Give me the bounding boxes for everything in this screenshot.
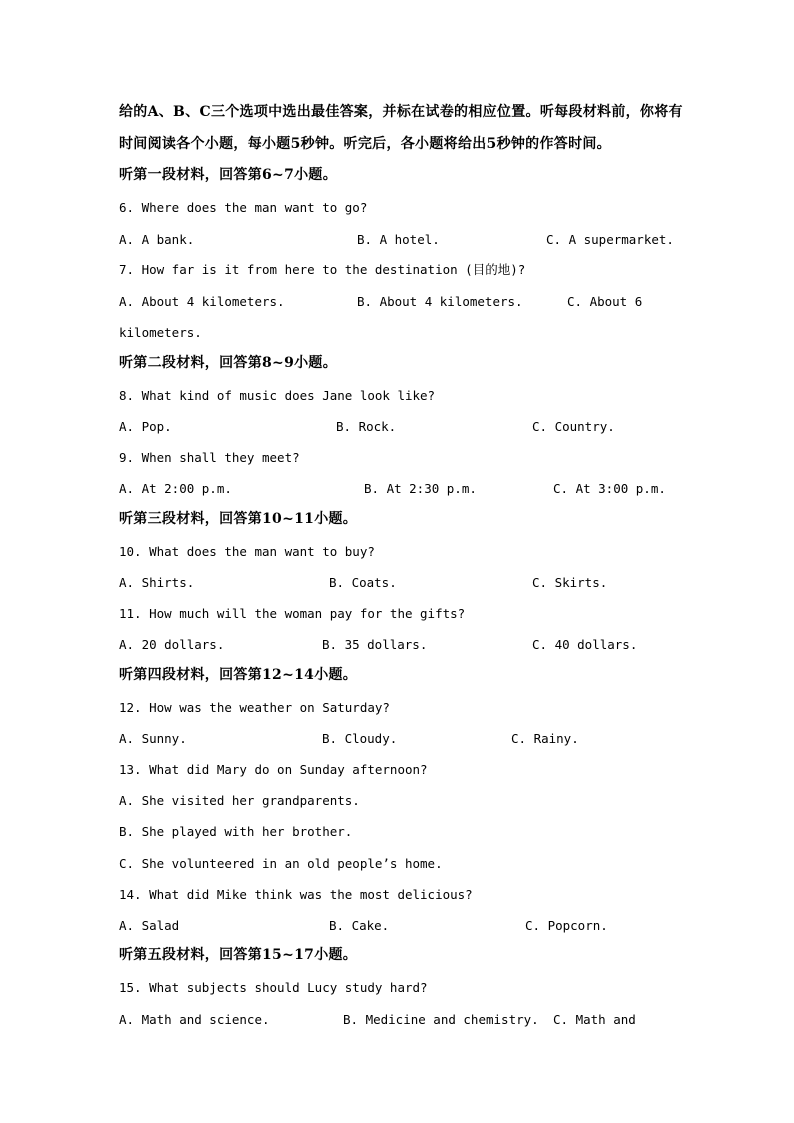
question-10-stem: 10. What does the man want to buy? bbox=[119, 544, 375, 559]
question-11-stem: 11. How much will the woman pay for the gifts? bbox=[119, 606, 466, 621]
question-7-option-c: C. About 6 bbox=[567, 294, 643, 309]
question-8-option-c: C. Country. bbox=[532, 419, 615, 434]
question-8-option-a: A. Pop. bbox=[119, 419, 172, 434]
question-6-stem: 6. Where does the man want to go? bbox=[119, 200, 368, 215]
question-11-option-b: B. 35 dollars. bbox=[322, 637, 428, 652]
question-9-option-b: B. At 2:30 p.m. bbox=[364, 481, 477, 496]
question-6-option-a: A. A bank. bbox=[119, 232, 195, 247]
question-8-option-b: B. Rock. bbox=[336, 419, 397, 434]
question-14-option-c: C. Popcorn. bbox=[525, 918, 608, 933]
section-1-heading: 听第一段材料，回答第6~7小题。 bbox=[119, 167, 338, 183]
section-5-heading: 听第五段材料，回答第15~17小题。 bbox=[119, 947, 358, 963]
question-13-stem: 13. What did Mary do on Sunday afternoon? bbox=[119, 762, 428, 777]
question-10-option-a: A. Shirts. bbox=[119, 575, 195, 590]
question-14-stem: 14. What did Mike think was the most delicious? bbox=[119, 887, 473, 902]
question-9-option-a: A. At 2:00 p.m. bbox=[119, 481, 232, 496]
question-14-option-b: B. Cake. bbox=[329, 918, 390, 933]
question-15-option-c: C. Math and bbox=[553, 1012, 636, 1027]
question-12-stem: 12. How was the weather on Saturday? bbox=[119, 700, 390, 715]
question-15-option-a: A. Math and science. bbox=[119, 1012, 270, 1027]
question-7-stem: 7. How far is it from here to the destination (目的地)? bbox=[119, 262, 526, 277]
question-6-option-c: C. A supermarket. bbox=[546, 232, 674, 247]
question-13-option-a: A. She visited her grandparents. bbox=[119, 793, 360, 808]
question-10-option-b: B. Coats. bbox=[329, 575, 397, 590]
question-7-option-a: A. About 4 kilometers. bbox=[119, 294, 285, 309]
question-6-option-b: B. A hotel. bbox=[357, 232, 440, 247]
question-12-option-b: B. Cloudy. bbox=[322, 731, 398, 746]
question-11-option-a: A. 20 dollars. bbox=[119, 637, 225, 652]
question-15-stem: 15. What subjects should Lucy study hard? bbox=[119, 980, 428, 995]
section-2-heading: 听第二段材料，回答第8~9小题。 bbox=[119, 355, 338, 371]
question-13-option-b: B. She played with her brother. bbox=[119, 824, 353, 839]
instructions-line-2: 时间阅读各个小题，每小题5秒钟。听完后，各小题将给出5秒钟的作答时间。 bbox=[119, 136, 611, 152]
section-3-heading: 听第三段材料，回答第10~11小题。 bbox=[119, 511, 358, 527]
question-9-stem: 9. When shall they meet? bbox=[119, 450, 300, 465]
question-12-option-a: A. Sunny. bbox=[119, 731, 187, 746]
question-15-option-b: B. Medicine and chemistry. bbox=[343, 1012, 539, 1027]
question-13-option-c: C. She volunteered in an old people’s home. bbox=[119, 856, 443, 871]
question-10-option-c: C. Skirts. bbox=[532, 575, 608, 590]
question-7-continuation: kilometers. bbox=[119, 325, 202, 340]
question-8-stem: 8. What kind of music does Jane look like? bbox=[119, 388, 436, 403]
question-9-option-c: C. At 3:00 p.m. bbox=[553, 481, 666, 496]
instructions-line-1: 给的A、B、C三个选项中选出最佳答案，并标在试卷的相应位置。听每段材料前，你将有 bbox=[119, 104, 683, 120]
question-12-option-c: C. Rainy. bbox=[511, 731, 579, 746]
question-7-option-b: B. About 4 kilometers. bbox=[357, 294, 523, 309]
question-14-option-a: A. Salad bbox=[119, 918, 180, 933]
question-11-option-c: C. 40 dollars. bbox=[532, 637, 638, 652]
section-4-heading: 听第四段材料，回答第12~14小题。 bbox=[119, 667, 358, 683]
